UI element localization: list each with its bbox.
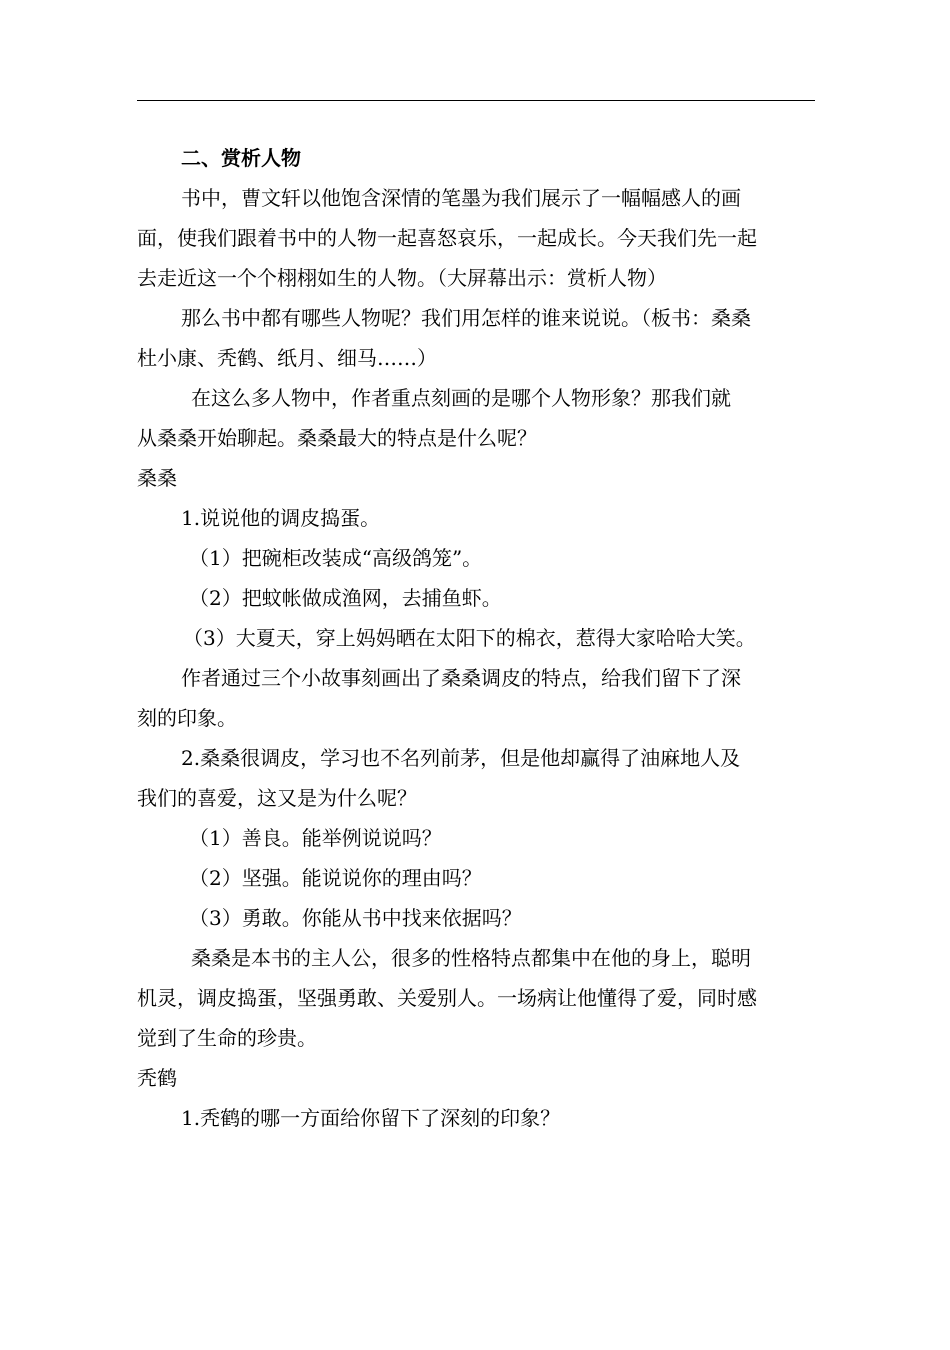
text-line: （2）坚强。能说说你的理由吗？ (189, 866, 482, 890)
text-line: （1）善良。能举例说说吗？ (189, 826, 442, 850)
text-line: 刻的印象。 (137, 706, 237, 730)
text-line: 秃鹤 (137, 1066, 177, 1090)
section-heading: 二、赏析人物 (181, 146, 301, 170)
text-line: 书中，曹文轩以他饱含深情的笔墨为我们展示了一幅幅感人的画 (181, 186, 741, 210)
text-line: 桑桑 (137, 466, 177, 490)
text-line: 去走近这一个个栩栩如生的人物。（大屏幕出示：赏析人物） (137, 266, 667, 290)
text-line: 作者通过三个小故事刻画出了桑桑调皮的特点，给我们留下了深 (181, 666, 741, 690)
document-body (137, 138, 817, 1138)
text-line: 杜小康、秃鹤、纸月、细马……） (137, 346, 437, 370)
text-line: （3）勇敢。你能从书中找来依据吗？ (189, 906, 522, 930)
text-line: （3）大夏天，穿上妈妈晒在太阳下的棉衣，惹得大家哈哈大笑。 (183, 626, 756, 650)
text-line: （2）把蚊帐做成渔网，去捕鱼虾。 (189, 586, 502, 610)
text-line: 1.秃鹤的哪一方面给你留下了深刻的印象？ (181, 1106, 561, 1130)
text-line: （1）把碗柜改装成“高级鸽笼”。 (189, 546, 483, 570)
text-line: 机灵，调皮捣蛋，坚强勇敢、关爱别人。一场病让他懂得了爱，同时感 (137, 986, 757, 1010)
text-line: 在这么多人物中，作者重点刻画的是哪个人物形象？那我们就 (191, 386, 731, 410)
text-line: 那么书中都有哪些人物呢？我们用怎样的谁来说说。（板书：桑桑 (181, 306, 751, 330)
text-line: 觉到了生命的珍贵。 (137, 1026, 317, 1050)
text-line: 桑桑是本书的主人公，很多的性格特点都集中在他的身上，聪明 (191, 946, 751, 970)
text-line: 从桑桑开始聊起。桑桑最大的特点是什么呢？ (137, 426, 537, 450)
text-line: 我们的喜爱，这又是为什么呢？ (137, 786, 417, 810)
text-line: 2.桑桑很调皮，学习也不名列前茅，但是他却赢得了油麻地人及 (181, 746, 741, 770)
text-line: 1.说说他的调皮捣蛋。 (181, 506, 381, 530)
header-rule (137, 100, 815, 101)
text-line: 面，使我们跟着书中的人物一起喜怒哀乐，一起成长。今天我们先一起 (137, 226, 757, 250)
